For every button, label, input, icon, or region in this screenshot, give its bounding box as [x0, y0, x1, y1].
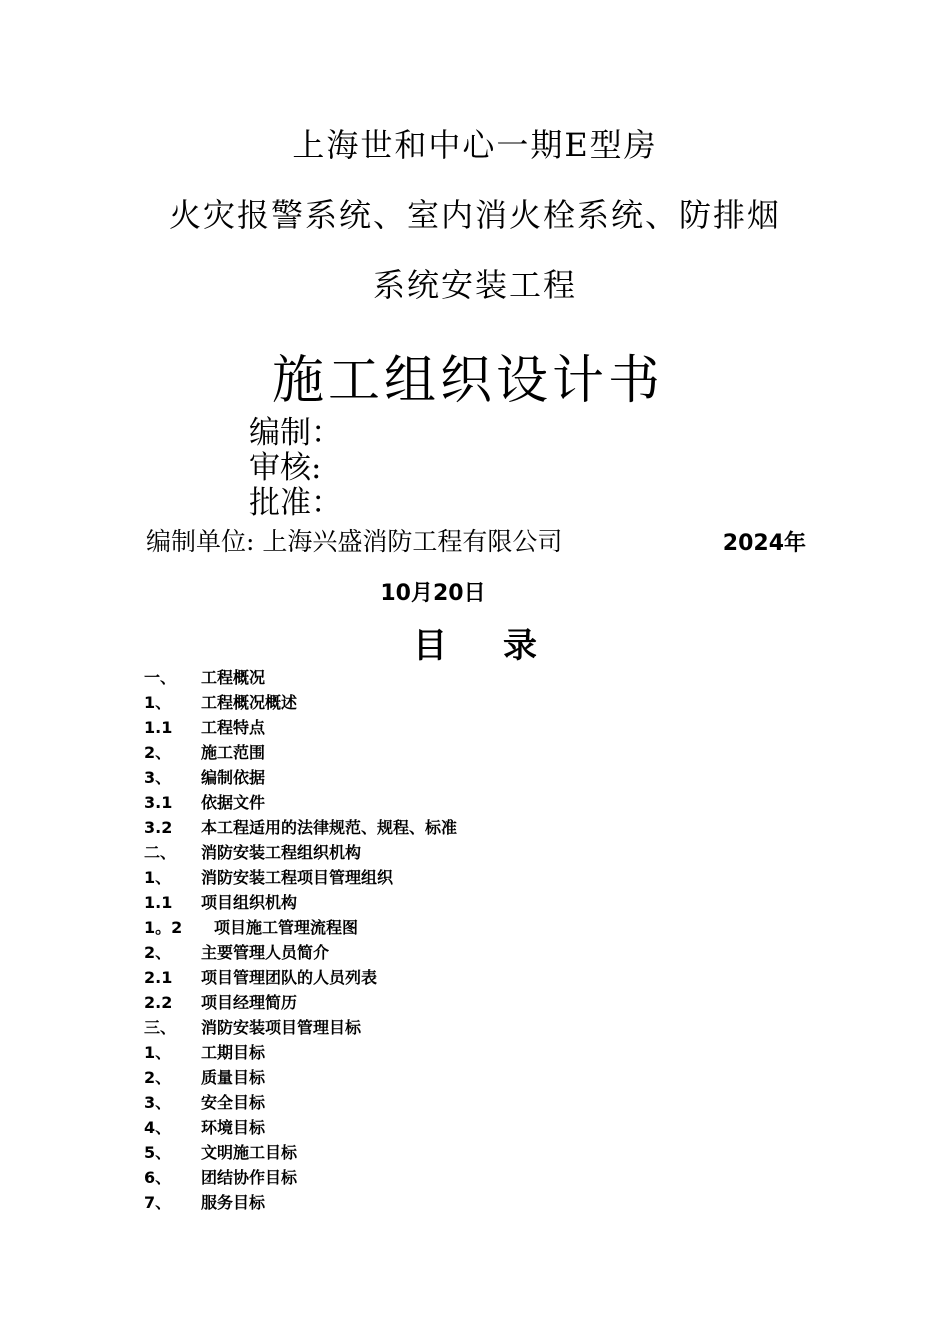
toc-entry [144, 815, 844, 840]
toc-entry [144, 740, 844, 765]
toc-entry [144, 765, 844, 790]
toc-entry-number: 3.1 [144, 793, 173, 812]
toc-entry-text: 环境目标 [201, 1118, 266, 1137]
toc-entry-number: 二、 [144, 843, 177, 862]
toc-entry [144, 665, 844, 690]
project-title-line-3: 系统安装工程 [372, 266, 577, 304]
toc-entry-number: 2、 [144, 743, 172, 762]
toc-entry-text: 文明施工目标 [201, 1143, 298, 1162]
toc-entry-text: 依据文件 [201, 793, 266, 812]
toc-entry [144, 965, 844, 990]
toc-entry [144, 890, 844, 915]
toc-entry-number: 1、 [144, 1043, 172, 1062]
toc-entry [144, 990, 844, 1015]
toc-entry-text: 质量目标 [201, 1068, 266, 1087]
toc-entry-number: 3、 [144, 768, 172, 787]
toc-entry-number: 1.1 [144, 718, 173, 737]
toc-entry [144, 865, 844, 890]
toc-entry-text: 项目经理简历 [201, 993, 298, 1012]
toc-entry [144, 790, 844, 815]
toc-entry [144, 690, 844, 715]
toc-entry-number: 6、 [144, 1168, 172, 1187]
toc-heading [0, 618, 950, 667]
toc-entry [144, 940, 844, 965]
toc-entry [144, 1090, 844, 1115]
compiling-organization: 编制单位: 上海兴盛消防工程有限公司 [146, 527, 563, 556]
toc-entry-number: 4、 [144, 1118, 172, 1137]
toc-entry-text: 本工程适用的法律规范、规程、标准 [201, 818, 458, 837]
toc-entry [144, 915, 844, 940]
toc-entry-text: 消防安装工程组织机构 [201, 843, 362, 862]
toc-entry-text: 工程特点 [201, 718, 266, 737]
toc-entry-number: 2.2 [144, 993, 173, 1012]
toc-entry-text: 编制依据 [201, 768, 266, 787]
toc-entry-number: 1、 [144, 868, 172, 887]
signoff-approver: 批准： [249, 485, 342, 521]
signoff-reviewer: 审核: [249, 450, 322, 486]
toc-entry-number: 1。2 [144, 918, 183, 937]
toc-entry-number: 2.1 [144, 968, 173, 987]
toc-entry-text: 主要管理人员简介 [201, 943, 330, 962]
toc-entry-text: 消防安装项目管理目标 [201, 1018, 362, 1037]
toc-entry-number: 3.2 [144, 818, 173, 837]
toc-entry [144, 1065, 844, 1090]
toc-entry-number: 1.1 [144, 893, 173, 912]
toc-entry-text: 工程概况概述 [201, 693, 298, 712]
toc-entry-text: 项目组织机构 [201, 893, 298, 912]
toc-entry-number: 1、 [144, 693, 172, 712]
toc-entry-number: 2、 [144, 1068, 172, 1087]
toc-entry [144, 1040, 844, 1065]
project-title-line-1: 上海世和中心一期E型房 [292, 126, 658, 164]
toc-entry [144, 1165, 844, 1190]
toc-entry [144, 1140, 844, 1165]
toc-entry-text: 项目管理团队的人员列表 [201, 968, 378, 987]
toc-entry-text: 安全目标 [201, 1093, 266, 1112]
toc-entry-number: 2、 [144, 943, 172, 962]
toc-entry [144, 715, 844, 740]
toc-entry-number: 3、 [144, 1093, 172, 1112]
toc-entry [144, 1115, 844, 1140]
toc-entry-number: 5、 [144, 1143, 172, 1162]
toc-heading-char-1: 目 [413, 626, 447, 666]
toc-entry-text: 团结协作目标 [201, 1168, 298, 1187]
toc-entry-text: 项目施工管理流程图 [214, 918, 359, 937]
toc-entry-number: 7、 [144, 1193, 172, 1212]
toc-entry-text: 工程概况 [201, 668, 266, 687]
toc-entry-number: 一、 [144, 668, 177, 687]
toc-heading-char-2: 录 [503, 626, 537, 666]
document-main-title: 施工组织设计书 [271, 351, 664, 411]
toc-entry [144, 1015, 844, 1040]
signoff-compiler: 编制： [249, 415, 342, 451]
toc-entry-text: 消防安装工程项目管理组织 [201, 868, 394, 887]
toc-entry-text: 工期目标 [201, 1043, 266, 1062]
table-of-contents [144, 665, 844, 1215]
document-date: 10月20日 [380, 581, 486, 606]
toc-entry-text: 施工范围 [201, 743, 266, 762]
toc-entry-text: 服务目标 [201, 1193, 266, 1212]
toc-entry [144, 1190, 844, 1215]
toc-entry [144, 840, 844, 865]
toc-entry-number: 三、 [144, 1018, 177, 1037]
project-title-line-2: 火灾报警系统、室内消火栓系统、防排烟 [168, 196, 781, 234]
document-year: 2024年 [722, 531, 806, 556]
